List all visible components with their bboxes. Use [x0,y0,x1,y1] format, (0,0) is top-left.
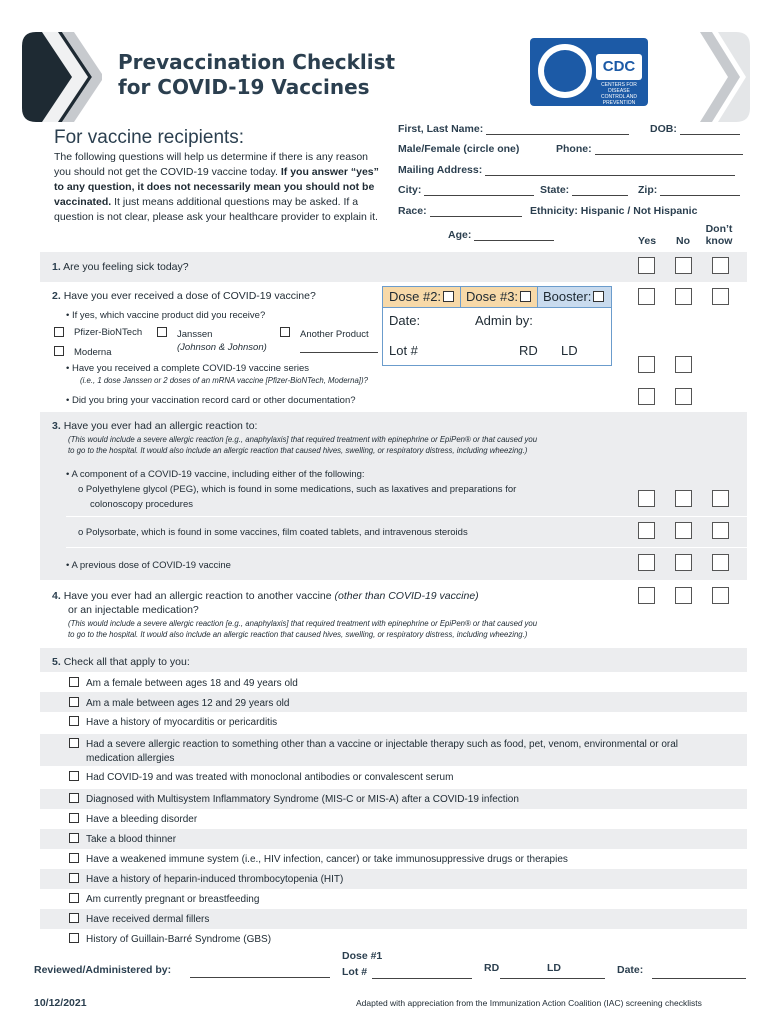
q5-item-checkbox[interactable] [69,793,79,803]
cdc-logo-text: CDC [596,54,642,80]
q3-component: • A component of a COVID-19 vaccine, including either of the following: [66,469,365,480]
dose-rd-label[interactable]: RD [519,343,538,358]
pfizer-checkbox[interactable] [54,327,64,337]
reviewed-by-line[interactable] [190,977,330,978]
q5-item: Diagnosed with Multisystem Inflammatory Syndrome (MIS-C or MIS-A) after a COVID-19 infection [86,794,519,805]
q3-poly-no-checkbox[interactable] [675,522,692,539]
moderna-label: Moderna [74,347,112,358]
ld-label: LD [547,962,561,974]
cdc-logo [530,38,648,106]
q2-yes-checkbox[interactable] [638,288,655,305]
page-title: Prevaccination Checklist for COVID-19 Vaccines [118,50,396,99]
address-field[interactable]: Mailing Address: [398,164,735,176]
recipients-intro: The following questions will help us determine if there is any reason you should not get the COVID-19 vaccine today. If you answer “yes” to any question, it does not necessarily mean you should not be vaccinated. It just means additional questions may be asked. If a question is not clear, please ask your healthcare provider to explain it. [54,151,379,223]
q2-which-product: • If yes, which vaccine product did you receive? [66,310,266,321]
q3-prev-no-checkbox[interactable] [675,554,692,571]
q2-card-yes-checkbox[interactable] [638,388,655,405]
q4-no-checkbox[interactable] [675,587,692,604]
right-chevron-decoration [700,32,750,122]
q3-prev-dontknow-checkbox[interactable] [712,554,729,571]
q2-complete-series: • Have you received a complete COVID-19 vaccine series [66,363,310,374]
q4-yes-checkbox[interactable] [638,587,655,604]
another-product-checkbox[interactable] [280,327,290,337]
another-product-line[interactable] [300,352,378,353]
janssen-note: (Johnson & Johnson) [177,342,267,353]
ethnicity-field[interactable]: Ethnicity: Hispanic / Not Hispanic [530,205,698,217]
name-field[interactable]: First, Last Name: [398,123,629,135]
question-1: 1. Are you feeling sick today? [52,261,189,273]
dose3-header: Dose #3: [460,287,537,307]
q5-item: Take a blood thinner [86,834,177,845]
q3-note-line2: to go to the hospital. It would also include an allergic reaction that caused hives, swelling, or respiratory distress, including wheezing.) [68,446,528,455]
dose2-header: Dose #2: [383,287,460,307]
q2-complete-series-note: (i.e., 1 dose Janssen or 2 doses of an mRNA vaccine [Pfizer-BioNTech, Moderna])? [80,376,368,385]
q3-polysorbate: o Polysorbate, which is found in some vaccines, film coated tablets, and intravenous steroids [78,527,468,538]
q5-item: Am currently pregnant or breastfeeding [86,894,260,905]
age-field[interactable]: Age: [448,229,554,241]
dose-lot-label[interactable]: Lot # [389,343,418,358]
q1-no-checkbox[interactable] [675,257,692,274]
q2-series-no-checkbox[interactable] [675,356,692,373]
column-yes: Yes [637,235,657,247]
q5-item-checkbox[interactable] [69,697,79,707]
q1-yes-checkbox[interactable] [638,257,655,274]
q5-item-checkbox[interactable] [69,853,79,863]
race-field[interactable]: Race: [398,205,522,217]
q5-item: Have a bleeding disorder [86,814,198,825]
q4-note-line1: (This would include a severe allergic reaction [e.g., anaphylaxis] that required treatment with epinephrine or EpiPen® or that caused you [68,619,538,628]
moderna-checkbox[interactable] [54,346,64,356]
dose-admin-label[interactable]: Admin by: [475,313,533,328]
recipients-heading: For vaccine recipients: [54,127,245,148]
q5-item: Am a male between ages 12 and 29 years old [86,698,290,709]
q3-poly-dontknow-checkbox[interactable] [712,522,729,539]
q5-item: Have a history of heparin-induced thrombocytopenia (HIT) [86,874,344,885]
city-field[interactable]: City: [398,184,534,196]
q2-dontknow-checkbox[interactable] [712,288,729,305]
sex-field[interactable]: Male/Female (circle one) [398,143,520,155]
q5-item-checkbox[interactable] [69,813,79,823]
state-field[interactable]: State: [540,184,628,196]
credit-text: Adapted with appreciation from the Immunization Action Coalition (IAC) screening checklists [356,998,702,1008]
q5-item: History of Guillain-Barré Syndrome (GBS) [86,934,272,945]
q3-peg-yes-checkbox[interactable] [638,490,655,507]
dose-date-label[interactable]: Date: [389,313,421,328]
janssen-label: Janssen [177,329,213,340]
q2-no-checkbox[interactable] [675,288,692,305]
cdc-logo-subtext: CENTERS FOR DISEASE CONTROL AND PREVENTION [601,82,637,106]
q5-item-checkbox[interactable] [69,873,79,883]
dose3-checkbox[interactable] [520,291,531,302]
q2-card-no-checkbox[interactable] [675,388,692,405]
q5-item-checkbox[interactable] [69,716,79,726]
another-product-label: Another Product [300,329,369,340]
phone-field[interactable]: Phone: [556,143,743,155]
q5-item-checkbox[interactable] [69,913,79,923]
q5-item-checkbox[interactable] [69,677,79,687]
question-5: 5. Check all that apply to you: [52,656,190,668]
question-4: 4. Have you ever had an allergic reaction to another vaccine (other than COVID-19 vaccine) [52,590,479,602]
q5-item-checkbox[interactable] [69,833,79,843]
question-2: 2. Have you ever received a dose of COVID-19 vaccine? [52,290,316,302]
q4-note-line2: to go to the hospital. It would also include an allergic reaction that caused hives, swelling, or respiratory distress, including wheezing.) [68,630,528,639]
dose-record-box [382,286,612,366]
question-3: 3. Have you ever had an allergic reaction to: [52,420,258,432]
q3-peg-cont: colonoscopy procedures [90,499,193,510]
hhs-seal-icon [538,44,592,98]
rd-label: RD [484,962,500,974]
q5-item-cont: medication allergies [86,753,175,764]
dose2-checkbox[interactable] [443,291,454,302]
left-chevron-decoration [22,32,102,122]
q3-peg: o Polyethylene glycol (PEG), which is found in some medications, such as laxatives and preparations for [78,484,517,495]
q5-item: Have a weakened immune system (i.e., HIV infection, cancer) or take immunosuppressive drugs or therapies [86,854,568,865]
q5-item: Have a history of myocarditis or pericarditis [86,717,278,728]
q5-item-checkbox[interactable] [69,771,79,781]
q2-series-yes-checkbox[interactable] [638,356,655,373]
q5-item: Have received dermal fillers [86,914,210,925]
question-4-cont: or an injectable medication? [68,604,199,616]
janssen-checkbox[interactable] [157,327,167,337]
date-line[interactable] [652,978,746,979]
q3-poly-yes-checkbox[interactable] [638,522,655,539]
lot-line[interactable] [372,978,472,979]
lot-label: Lot # [342,966,368,978]
dose1-label: Dose #1 [342,950,383,962]
zip-field[interactable]: Zip: [638,184,740,196]
booster-header: Booster: [537,287,611,307]
pfizer-label: Pfizer-BioNTech [74,327,143,338]
form-date: 10/12/2021 [34,997,87,1009]
q3-peg-dontknow-checkbox[interactable] [712,490,729,507]
column-no: No [676,235,690,247]
q3-peg-no-checkbox[interactable] [675,490,692,507]
q3-note-line1: (This would include a severe allergic reaction [e.g., anaphylaxis] that required treatment with epinephrine or EpiPen® or that caused you [68,435,538,444]
reviewed-by-label: Reviewed/Administered by: [34,964,172,976]
q5-item-checkbox[interactable] [69,933,79,943]
q5-item-checkbox[interactable] [69,738,79,748]
column-dont-know: Don’t know [705,223,733,247]
dose-ld-label[interactable]: LD [561,343,578,358]
dob-field[interactable]: DOB: [650,123,740,135]
q2-record-card: • Did you bring your vaccination record card or other documentation? [66,395,356,406]
q5-item: Had COVID-19 and was treated with monoclonal antibodies or convalescent serum [86,772,454,783]
q5-item-checkbox[interactable] [69,893,79,903]
q1-dontknow-checkbox[interactable] [712,257,729,274]
q3-previous-dose: • A previous dose of COVID-19 vaccine [66,560,231,571]
q3-prev-yes-checkbox[interactable] [638,554,655,571]
q4-dontknow-checkbox[interactable] [712,587,729,604]
booster-checkbox[interactable] [593,291,604,302]
rd-ld-line[interactable] [500,978,605,979]
date-label: Date: [617,964,644,976]
q5-item: Am a female between ages 18 and 49 years old [86,678,298,689]
q5-item: Had a severe allergic reaction to something other than a vaccine or injectable therapy such as food, pet, venom, environmental or oral [86,739,678,750]
